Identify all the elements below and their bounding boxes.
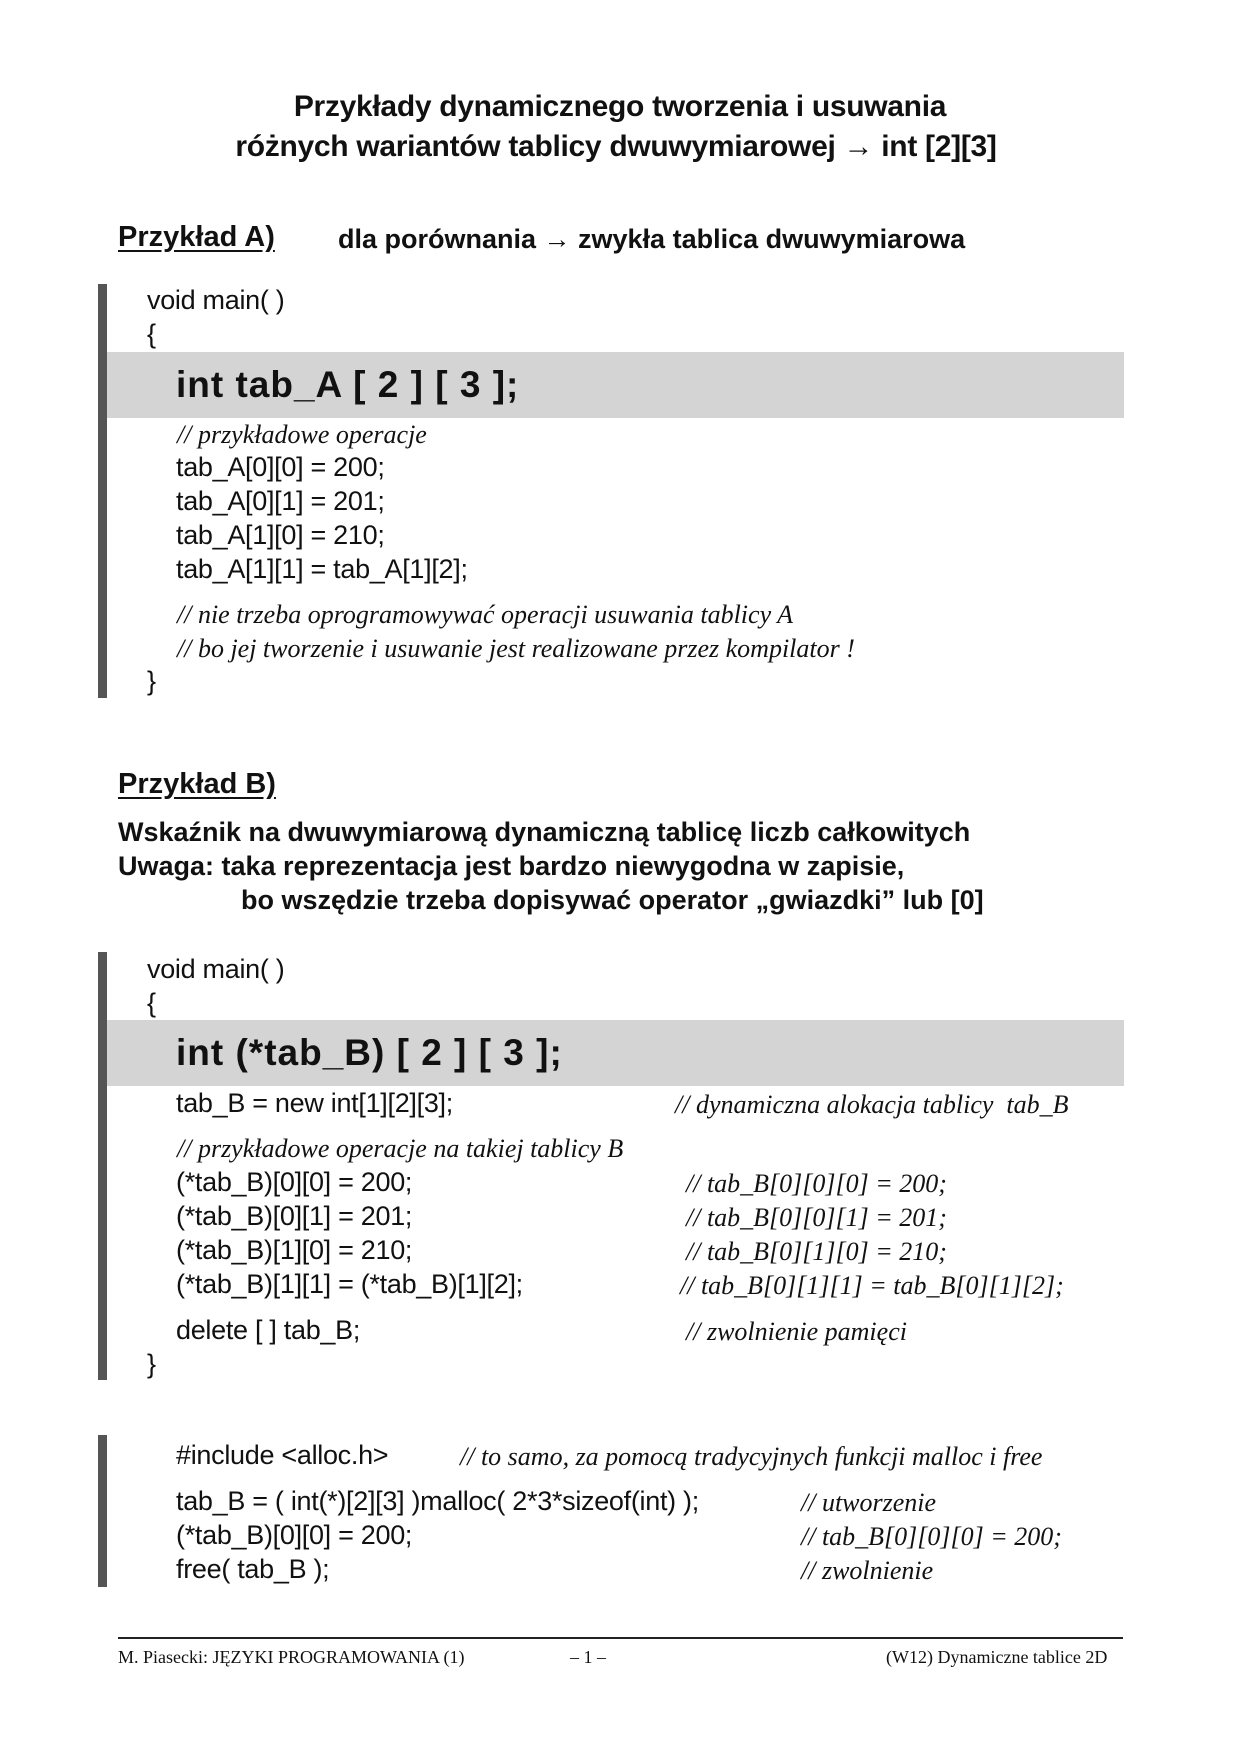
code-line: #include <alloc.h> <box>176 1440 389 1470</box>
example-b-description: Wskaźnik na dwuwymiarową dynamiczną tablicę liczb całkowitych <box>118 817 971 847</box>
code-line: (*tab_B)[1][1] = (*tab_B)[1][2]; <box>176 1269 523 1299</box>
example-a-heading: Przykład A) <box>118 221 275 253</box>
code-comment: // przykładowe operacje <box>177 420 427 449</box>
page-title-line-2: różnych wariantów tablicy dwuwymiarowej → int [2][3] <box>235 130 997 163</box>
code-line: { <box>147 319 156 349</box>
code-line: void main( ) <box>147 954 285 984</box>
code-comment: // bo jej tworzenie i usuwanie jest realizowane przez kompilator ! <box>177 634 855 663</box>
code-line: { <box>147 988 156 1018</box>
code-line: tab_A[0][1] = 201; <box>176 486 385 516</box>
code-margin-bar <box>98 1435 107 1587</box>
example-b-heading: Przykład B) <box>118 768 276 800</box>
code-comment: // dynamiczna alokacja tablicy tab_B <box>675 1090 1069 1119</box>
code-line: tab_B = new int[1][2][3]; <box>176 1088 453 1118</box>
footer-divider <box>118 1637 1123 1639</box>
code-comment: // nie trzeba oprogramowywać operacji usuwania tablicy A <box>177 600 794 629</box>
code-comment: // tab_B[0][1][1] = tab_B[0][1][2]; <box>680 1271 1064 1300</box>
code-comment: // zwolnienie <box>801 1556 934 1585</box>
code-line: (*tab_B)[0][0] = 200; <box>176 1167 413 1197</box>
code-comment: // tab_B[0][0][0] = 200; <box>686 1169 947 1198</box>
footer-page-number: – 1 – <box>570 1647 606 1667</box>
example-b-note-continued: bo wszędzie trzeba dopisywać operator „gwiazdki” lub [0] <box>241 885 984 915</box>
code-line: tab_B = ( int(*)[2][3] )malloc( 2*3*sizeof(int) ); <box>176 1486 699 1516</box>
code-comment: // przykładowe operacje na takiej tablicy B <box>177 1134 624 1163</box>
code-comment: // utworzenie <box>801 1488 937 1517</box>
array-declaration: int (*tab_B) [ 2 ] [ 3 ]; <box>176 1032 563 1073</box>
code-margin-bar <box>98 952 107 1380</box>
code-comment: // zwolnienie pamięci <box>686 1317 907 1346</box>
code-comment: // tab_B[0][0][0] = 200; <box>801 1522 1062 1551</box>
code-line: } <box>147 1349 156 1379</box>
code-line: tab_A[0][0] = 200; <box>176 452 385 482</box>
code-line: void main( ) <box>147 285 285 315</box>
code-line: (*tab_B)[0][1] = 201; <box>176 1201 413 1231</box>
code-comment: // to samo, za pomocą tradycyjnych funkcji malloc i free <box>460 1442 1043 1471</box>
footer-author: M. Piasecki: JĘZYKI PROGRAMOWANIA (1) <box>118 1647 465 1667</box>
example-a-subtitle: dla porównania → zwykła tablica dwuwymiarowa <box>338 224 966 254</box>
footer-chapter: (W12) Dynamiczne tablice 2D <box>886 1647 1108 1667</box>
code-line: free( tab_B ); <box>176 1554 330 1584</box>
page-title-line-1: Przykłady dynamicznego tworzenia i usuwania <box>293 90 947 123</box>
code-line: tab_A[1][0] = 210; <box>176 520 385 550</box>
code-line: delete [ ] tab_B; <box>176 1315 361 1345</box>
code-line: (*tab_B)[0][0] = 200; <box>176 1520 413 1550</box>
code-line: tab_A[1][1] = tab_A[1][2]; <box>176 554 468 584</box>
code-line: (*tab_B)[1][0] = 210; <box>176 1235 413 1265</box>
code-comment: // tab_B[0][1][0] = 210; <box>686 1237 947 1266</box>
example-b-note: Uwaga: taka reprezentacja jest bardzo niewygodna w zapisie, <box>118 851 905 881</box>
code-line: } <box>147 666 156 696</box>
array-declaration: int tab_A [ 2 ] [ 3 ]; <box>176 364 520 405</box>
code-comment: // tab_B[0][0][1] = 201; <box>686 1203 947 1232</box>
code-margin-bar <box>98 284 107 698</box>
